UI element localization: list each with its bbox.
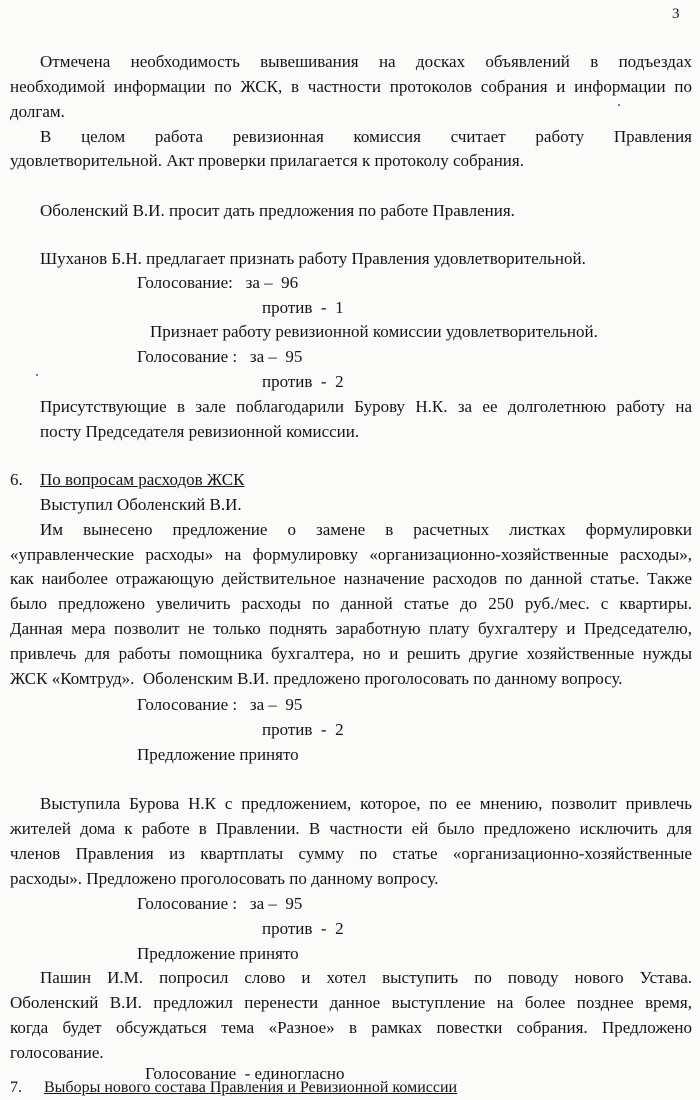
vote-line: Голосование - единогласно xyxy=(145,1064,345,1083)
vote-against: против - 1 xyxy=(262,298,344,317)
decision-line: Предложение принято xyxy=(137,944,299,963)
text-line: В целом работа ревизионная комиссия считает работу Правления xyxy=(40,127,692,146)
vote-against: против - 2 xyxy=(262,720,344,739)
text-line: жителей дома к работе в Правлении. В частности ей было предложено исключить для xyxy=(10,819,692,838)
vote-against: против - 2 xyxy=(262,372,344,391)
text-line: членов Правления из квартплаты сумму по статье «организационно-хозяйственные xyxy=(10,844,692,863)
scan-speck xyxy=(36,374,38,376)
section-number: 6. xyxy=(10,470,23,489)
section-number: 7. xyxy=(10,1079,22,1096)
text-line: Отмечена необходимость вывешивания на досках объявлений в подъездах xyxy=(40,52,692,71)
decision-line: Предложение принято xyxy=(137,745,299,764)
scan-speck xyxy=(618,104,620,106)
vote-against: против - 2 xyxy=(262,919,344,938)
text-line: ЖСК «Комтруд». Оболенским В.И. предложено проголосовать по данному вопросу. xyxy=(10,669,623,688)
section-heading: Выборы нового состава Правления и Ревизионной комиссии xyxy=(44,1079,458,1096)
text-line: «управленческие расходы» на формулировку «организационно-хозяйственные расходы», xyxy=(10,545,692,564)
text-line: Им вынесено предложение о замене в расчетных листках формулировки xyxy=(40,520,692,539)
text-line: необходимой информации по ЖСК, в частности протоколов собрания и информации по xyxy=(10,77,692,96)
page-number: 3 xyxy=(672,6,680,22)
text-line: привлечь для работы помощника бухгалтера, но и решить другие хозяйственные нужды xyxy=(10,644,692,663)
text-line: Оболенский В.И. предложил перенести данное выступление на более позднее время, xyxy=(10,993,692,1012)
text-line: удовлетворительной. Акт проверки прилагается к протоколу собрания. xyxy=(10,151,524,170)
text-line: долгам. xyxy=(10,102,65,121)
text-line: Выступил Оболенский В.И. xyxy=(40,495,242,514)
vote-line: Голосование : за – 95 xyxy=(137,695,303,714)
text-line: было предложено увеличить расходы по данной статье до 250 руб./мес. с квартиры. xyxy=(10,594,692,613)
text-line: Присутствующие в зале поблагодарили Бурову Н.К. за ее долголетнюю работу на xyxy=(40,397,692,416)
text-line: когда будет обсуждаться тема «Разное» в рамках повестки собрания. Предложено xyxy=(10,1018,692,1037)
text-line: Пашин И.М. попросил слово и хотел выступить по поводу нового Устава. xyxy=(40,968,692,987)
vote-line: Голосование : за – 95 xyxy=(137,347,303,366)
vote-line: Голосование: за – 96 xyxy=(137,273,299,292)
text-line: Признает работу ревизионной комиссии удовлетворительной. xyxy=(150,322,598,341)
text-line: голосование. xyxy=(10,1043,104,1062)
vote-line: Голосование : за – 95 xyxy=(137,894,303,913)
section-heading: По вопросам расходов ЖСК xyxy=(40,470,245,489)
text-line: Шуханов Б.Н. предлагает признать работу Правления удовлетворительной. xyxy=(40,249,586,268)
text-line: расходы». Предложено проголосовать по данному вопросу. xyxy=(10,869,439,888)
text-line: Данная мера позволит не только поднять заработную плату бухгалтеру и Председателю, xyxy=(10,619,692,638)
text-line: как наиболее отражающую действительное назначение расходов по данной статье. Также xyxy=(10,569,692,588)
text-line: Оболенский В.И. просит дать предложения по работе Правления. xyxy=(40,201,515,220)
text-line: посту Председателя ревизионной комиссии. xyxy=(40,422,360,441)
text-line: Выступила Бурова Н.К с предложением, которое, по ее мнению, позволит привлечь xyxy=(40,794,692,813)
